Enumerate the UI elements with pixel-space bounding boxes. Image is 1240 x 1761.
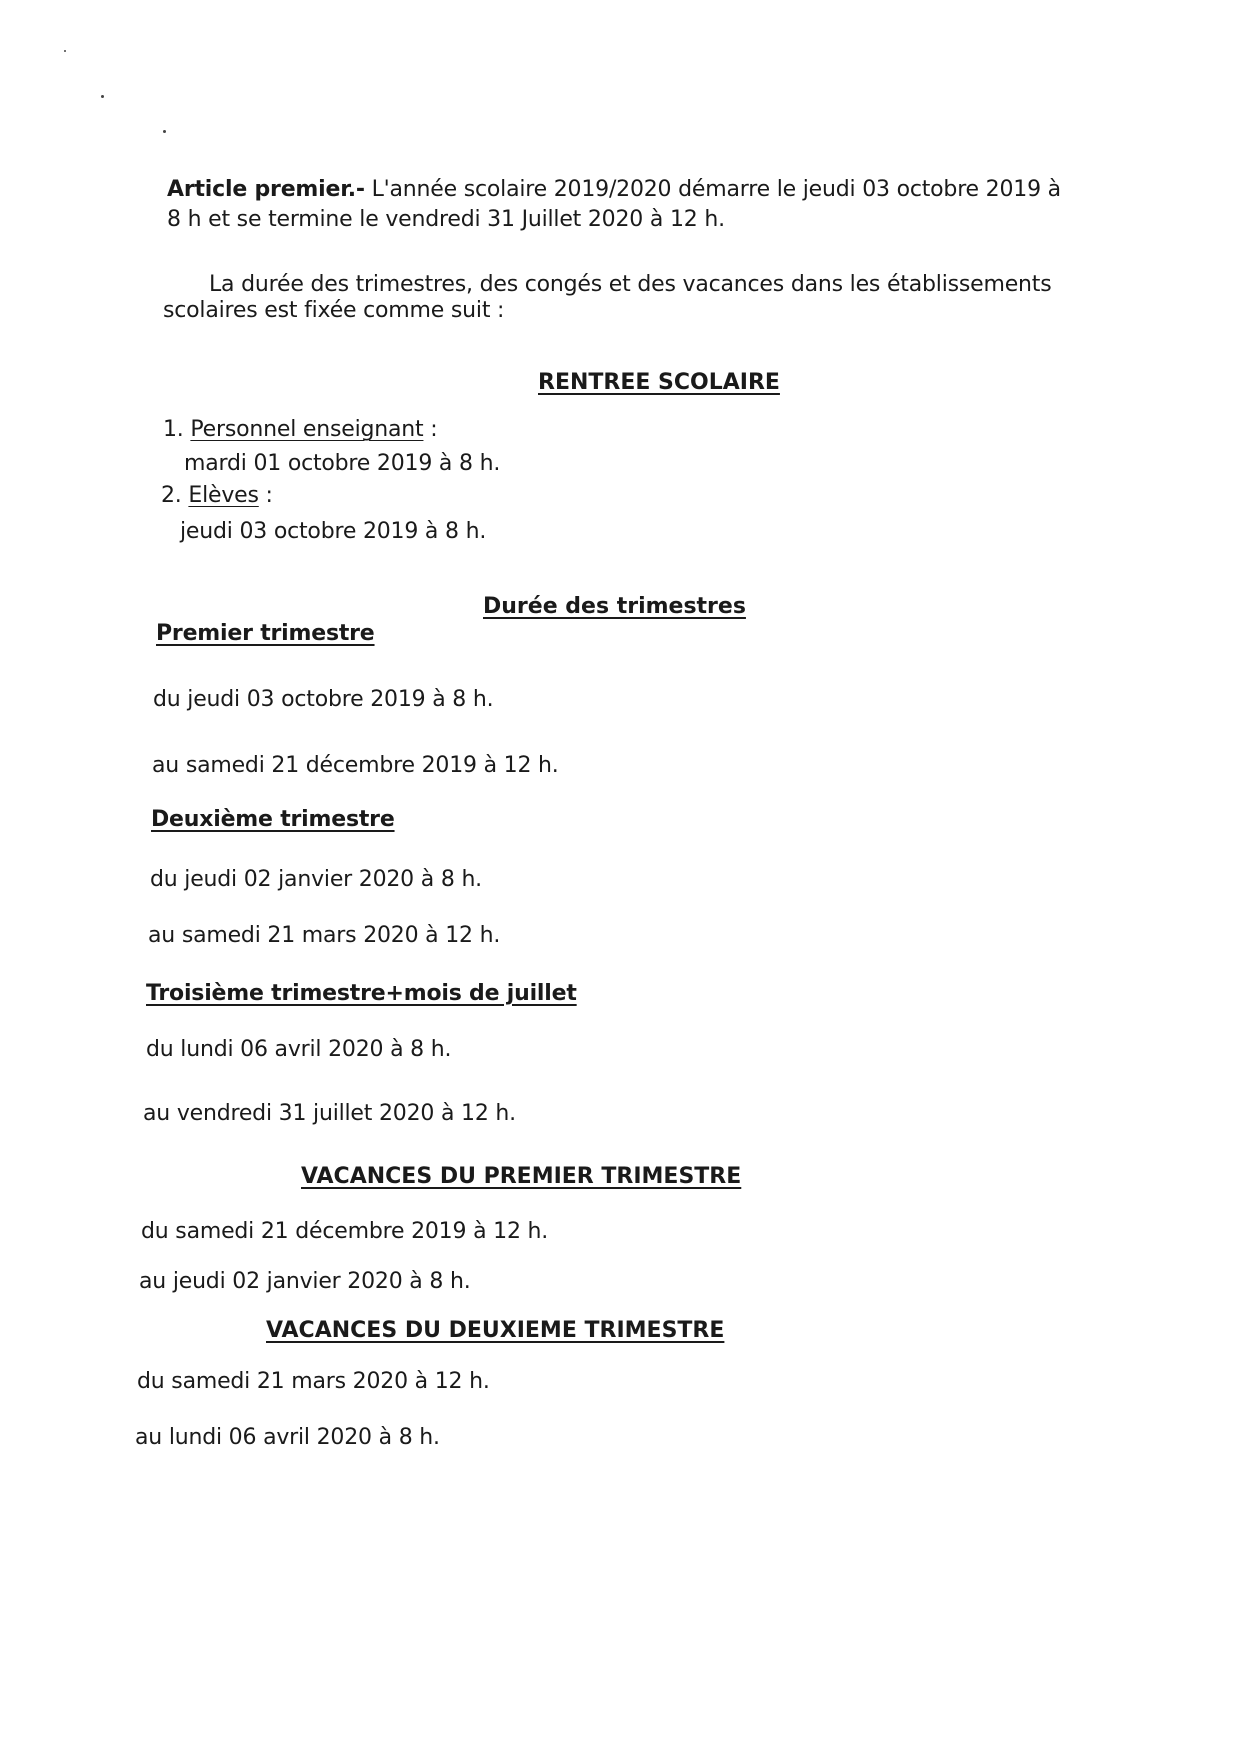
- trimestre-3-from: du lundi 06 avril 2020 à 8 h.: [146, 1037, 452, 1062]
- article-line1-text: L'année scolaire 2019/2020 démarre le jeudi 03 octobre 2019 à: [364, 177, 1061, 202]
- rentree-item-2-label: Elèves: [188, 483, 259, 508]
- trimestre-3-to: au vendredi 31 juillet 2020 à 12 h.: [143, 1101, 516, 1126]
- rentree-item-2-colon: :: [258, 483, 273, 508]
- vacances-2-to: au lundi 06 avril 2020 à 8 h.: [135, 1425, 440, 1450]
- intro-line-2: scolaires est fixée comme suit :: [163, 298, 505, 323]
- trimestre-1-to: au samedi 21 décembre 2019 à 12 h.: [152, 753, 559, 778]
- trimestre-2-title: Deuxième trimestre: [151, 807, 395, 832]
- vacances-2-title: VACANCES DU DEUXIEME TRIMESTRE: [266, 1318, 725, 1343]
- rentree-item-1-number: 1.: [163, 417, 184, 442]
- trimestre-1-title: Premier trimestre: [156, 621, 375, 646]
- scan-speck: [64, 50, 66, 52]
- vacances-1-title: VACANCES DU PREMIER TRIMESTRE: [301, 1164, 742, 1189]
- intro-line-1: La durée des trimestres, des congés et des vacances dans les établissements: [209, 272, 1052, 297]
- scan-speck: [101, 95, 104, 98]
- rentree-item-2-date: jeudi 03 octobre 2019 à 8 h.: [180, 519, 487, 544]
- trimestre-1-from: du jeudi 03 octobre 2019 à 8 h.: [153, 687, 494, 712]
- rentree-item-2-number: 2.: [161, 483, 182, 508]
- duree-title: Durée des trimestres: [483, 594, 746, 619]
- vacances-2-from: du samedi 21 mars 2020 à 12 h.: [137, 1369, 490, 1394]
- article-line-1: [167, 176, 1061, 204]
- rentree-item-1: [163, 416, 437, 444]
- vacances-1-to: au jeudi 02 janvier 2020 à 8 h.: [139, 1269, 471, 1294]
- article-lead: Article premier.-: [167, 177, 365, 202]
- rentree-item-1-date: mardi 01 octobre 2019 à 8 h.: [184, 451, 501, 476]
- trimestre-2-to: au samedi 21 mars 2020 à 12 h.: [148, 923, 501, 948]
- scan-speck: [163, 130, 166, 133]
- trimestre-2-from: du jeudi 02 janvier 2020 à 8 h.: [150, 867, 482, 892]
- trimestre-3-title: Troisième trimestre+mois de juillet: [146, 981, 577, 1006]
- rentree-item-1-colon: :: [423, 417, 438, 442]
- vacances-1-from: du samedi 21 décembre 2019 à 12 h.: [141, 1219, 549, 1244]
- rentree-item-2: [161, 482, 273, 510]
- rentree-title: RENTREE SCOLAIRE: [538, 370, 780, 395]
- rentree-item-1-label: Personnel enseignant: [190, 417, 424, 442]
- article-line-2: 8 h et se termine le vendredi 31 Juillet 2020 à 12 h.: [167, 207, 725, 232]
